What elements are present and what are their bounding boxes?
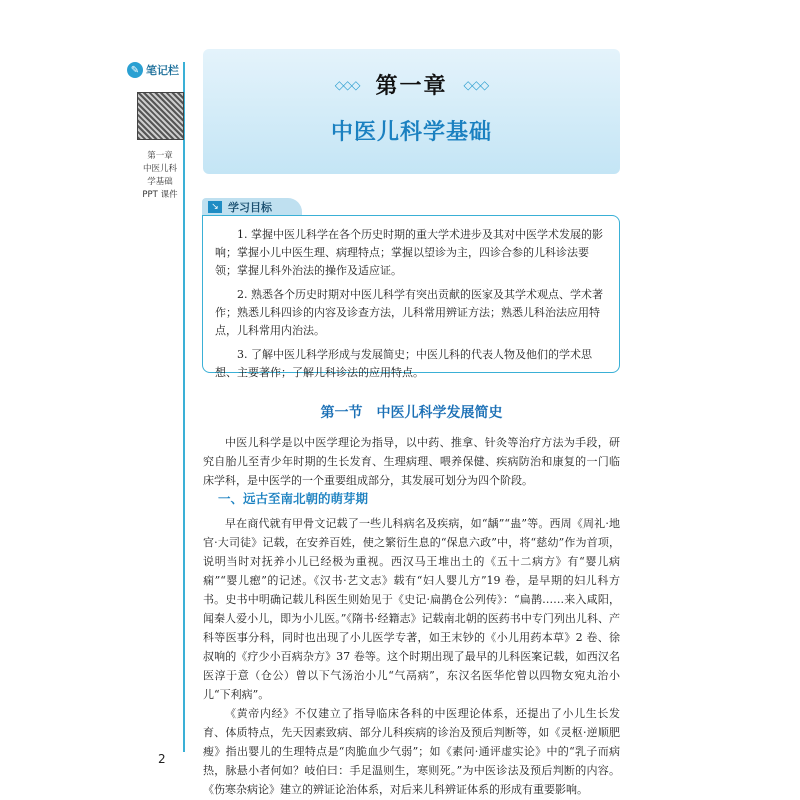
objectives-tab [202,198,302,216]
chapter-title: 中医儿科学基础 [330,120,492,145]
qr-caption-line: PPT 课件 [142,190,178,200]
qr-caption-line: 第一章 [147,151,173,161]
qr-caption-line: 学基础 [147,177,173,187]
note-column-header [127,62,179,78]
diamond-ornament-right: ◇◇◇ [463,77,489,92]
note-column-label: 笔记栏 [146,64,179,77]
objectives-box [202,215,620,379]
section-intro [203,433,620,490]
qr-caption-line: 中医儿科 [142,164,177,174]
qr-code-image[interactable] [137,92,184,140]
section-title: 第一节 中医儿科学发展简史 [320,405,503,421]
body-paragraph: 《黄帝内经》不仅建立了指导临床各科的中医理论体系，还提出了小儿生长发育、体质特点，先天因素致病、部分儿科疾病的诊治及预后判断等，如《灵枢·逆顺肥瘦》指出婴儿的生理特点是“肉脆血少气弱”；如《素问·通评虚实论》中的“乳子而病热，脉悬小者何如？岐伯曰：手足温则生，寒则死。”为中医诊法及预后判断的内容。《伤寒杂病论》建立的辨证论治体系，对后来儿科辨证体系的形成有重要影响。 [203,707,620,796]
arrow-icon: ↘ [208,201,222,213]
pen-icon: ✎ [127,62,143,78]
diamond-ornament-left: ◇◇◇ [334,77,360,92]
chapter-banner [203,49,620,174]
objective-item: 2. 熟悉各个历史时期对中医儿科学有突出贡献的医家及其学术观点、学术著作；熟悉儿科四诊的内容及诊查方法，儿科常用辨证方法；熟悉儿科治法应用特点，儿科常用内治法。 [215,288,603,337]
objective-item: 3. 了解中医儿科学形成与发展简史；中医儿科的代表人物及他们的学术思想、主要著作；了解儿科诊法的应用特点。 [215,348,592,379]
objective-item: 1. 掌握中医儿科学在各个历史时期的重大学术进步及其对中医学术发展的影响；掌握小儿中医生理、病理特点；掌握以望诊为主，四诊合参的儿科诊法要领；掌握儿科外治法的操作及适应证。 [215,228,603,277]
intro-paragraph: 中医儿科学是以中医学理论为指导，以中药、推拿、针灸等治疗方法为手段，研究自胎儿至青少年时期的生长发育、生理病理、喂养保健、疾病防治和康复的一门临床学科，是中医学的一个重要组成部分，其发展可划分为四个阶段。 [203,436,620,487]
subsection-title: 一、远古至南北朝的萌芽期 [218,491,369,506]
chapter-number: 第一章 [375,73,448,99]
body-paragraph: 早在商代就有甲骨文记载了一些儿科病名及疾病，如“龋”“蛊”等。西周《周礼·地官·大司徒》记载，在安养百姓，使之繁衍生息的“保息六政”中，将“慈幼”作为首项，说明当时对抚养小儿已经极为重视。西汉马王堆出土的《五十二病方》有“婴儿病痫”“婴儿瘛”的记述。《汉书·艺文志》载有“妇人婴儿方”19 卷，是早期的妇儿科方书。史书中明确记载儿科医生则始见于《史记·扁鹊仓公列传》：“扁鹊……来入咸阳，闻秦人爱小儿，即为小儿医。”《隋书·经籍志》记载南北朝的医药书中专门列出儿科、产科等医事分科，同时也出现了小儿医学专著，如王末钞的《小儿用药本草》2 卷、徐叔响的《疗少小百病杂方》37 卷等。这个时期出现了最早的儿科医案记载，如西汉名医淳于意（仓公）曾以下气汤治小儿“气鬲病”，东汉名医华佗曾以四物女宛丸治小儿“下利病”。 [203,517,620,701]
page-number: 2 [158,752,166,766]
qr-caption [135,150,185,202]
section-body [203,514,620,799]
objectives-label: 学习目标 [228,201,272,214]
